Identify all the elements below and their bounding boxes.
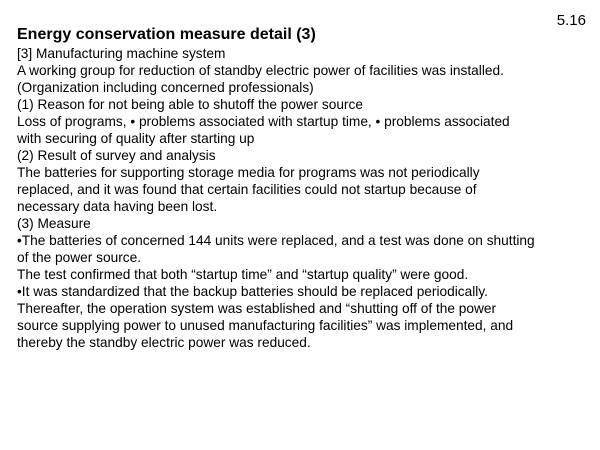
- body-line: necessary data having been lost.: [17, 199, 218, 214]
- body-line: source supplying power to unused manufacturing facilities” was implemented, and: [17, 318, 514, 333]
- body-line: Thereafter, the operation system was established and “shutting off of the power: [17, 301, 497, 316]
- body-line: with securing of quality after starting up: [17, 131, 255, 146]
- body-line: replaced, and it was found that certain facilities could not startup because of: [17, 182, 477, 197]
- subsection-heading: (2) Result of survey and analysis: [17, 148, 216, 163]
- body-line: The batteries for supporting storage media for programs was not periodically: [17, 165, 480, 180]
- subsection-heading: (1) Reason for not being able to shutoff the power source: [17, 97, 363, 112]
- bullet-line: •It was standardized that the backup batteries should be replaced periodically.: [17, 284, 488, 299]
- body-line: thereby the standby electric power was reduced.: [17, 335, 311, 350]
- body-line: Loss of programs, • problems associated with startup time, • problems associated: [17, 114, 510, 129]
- body-line: (Organization including concerned professionals): [17, 80, 314, 95]
- section-heading: [3] Manufacturing machine system: [17, 46, 226, 61]
- body-line: A working group for reduction of standby electric power of facilities was installed.: [17, 63, 504, 78]
- subsection-heading: (3) Measure: [17, 216, 91, 231]
- slide-body: [17, 45, 587, 351]
- page-number: 5.16: [556, 12, 586, 29]
- slide-title: Energy conservation measure detail (3): [17, 26, 316, 43]
- body-line: of the power source.: [17, 250, 142, 265]
- body-line: The test confirmed that both “startup time” and “startup quality” were good.: [17, 267, 469, 282]
- bullet-line: •The batteries of concerned 144 units were replaced, and a test was done on shutting: [17, 233, 535, 248]
